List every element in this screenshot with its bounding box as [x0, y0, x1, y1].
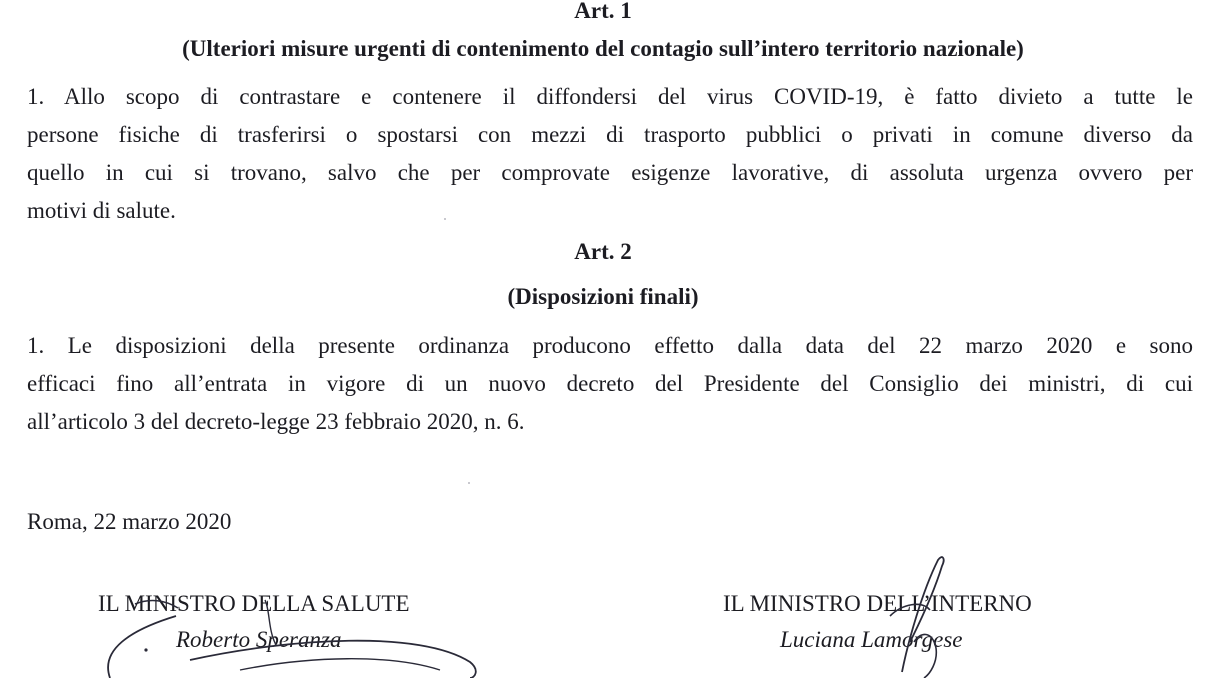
art2-paragraph	[27, 327, 1193, 441]
art1-line: quello in cui si trovano, salvo che per comprovate esigenze lavorative, di assoluta urgenza ovvero per	[27, 160, 1193, 185]
art2-line: 1. Le disposizioni della presente ordinanza producono effetto dalla data del 22 marzo 2020 e sono	[27, 333, 1193, 358]
signatory-health	[98, 590, 410, 654]
art1-line: persone fisiche di trasferirsi o spostarsi con mezzi di trasporto pubblici o privati in comune diverso da	[27, 122, 1193, 147]
place-date: Roma, 22 marzo 2020	[27, 509, 232, 534]
art1-number: Art. 1	[574, 0, 632, 23]
art2-title: (Disposizioni finali)	[507, 284, 699, 309]
signatory-name: Luciana Lamorgese	[780, 627, 963, 652]
art2-line: efficaci fino all’entrata in vigore di un nuovo decreto del Presidente del Consiglio dei ministri, di cui	[27, 371, 1193, 396]
signatory-title: IL MINISTRO DELL’INTERNO	[723, 591, 1032, 616]
signatory-title: IL MINISTRO DELLA SALUTE	[98, 591, 410, 616]
art1-line: 1. Allo scopo di contrastare e contenere il diffondersi del virus COVID-19, è fatto divieto a tutte le	[27, 84, 1193, 109]
scan-speck	[468, 482, 470, 484]
scan-speck	[444, 218, 446, 220]
art2-line: all’articolo 3 del decreto-legge 23 febbraio 2020, n. 6.	[27, 409, 525, 434]
art1-paragraph	[27, 78, 1193, 230]
art1-line: motivi di salute.	[27, 198, 176, 223]
signatory-name: Roberto Speranza	[176, 627, 342, 652]
art2-number: Art. 2	[574, 239, 632, 264]
art1-title: (Ulteriori misure urgenti di contenimento del contagio sull’intero territorio nazionale)	[182, 36, 1024, 61]
signatory-interior	[723, 590, 1032, 654]
